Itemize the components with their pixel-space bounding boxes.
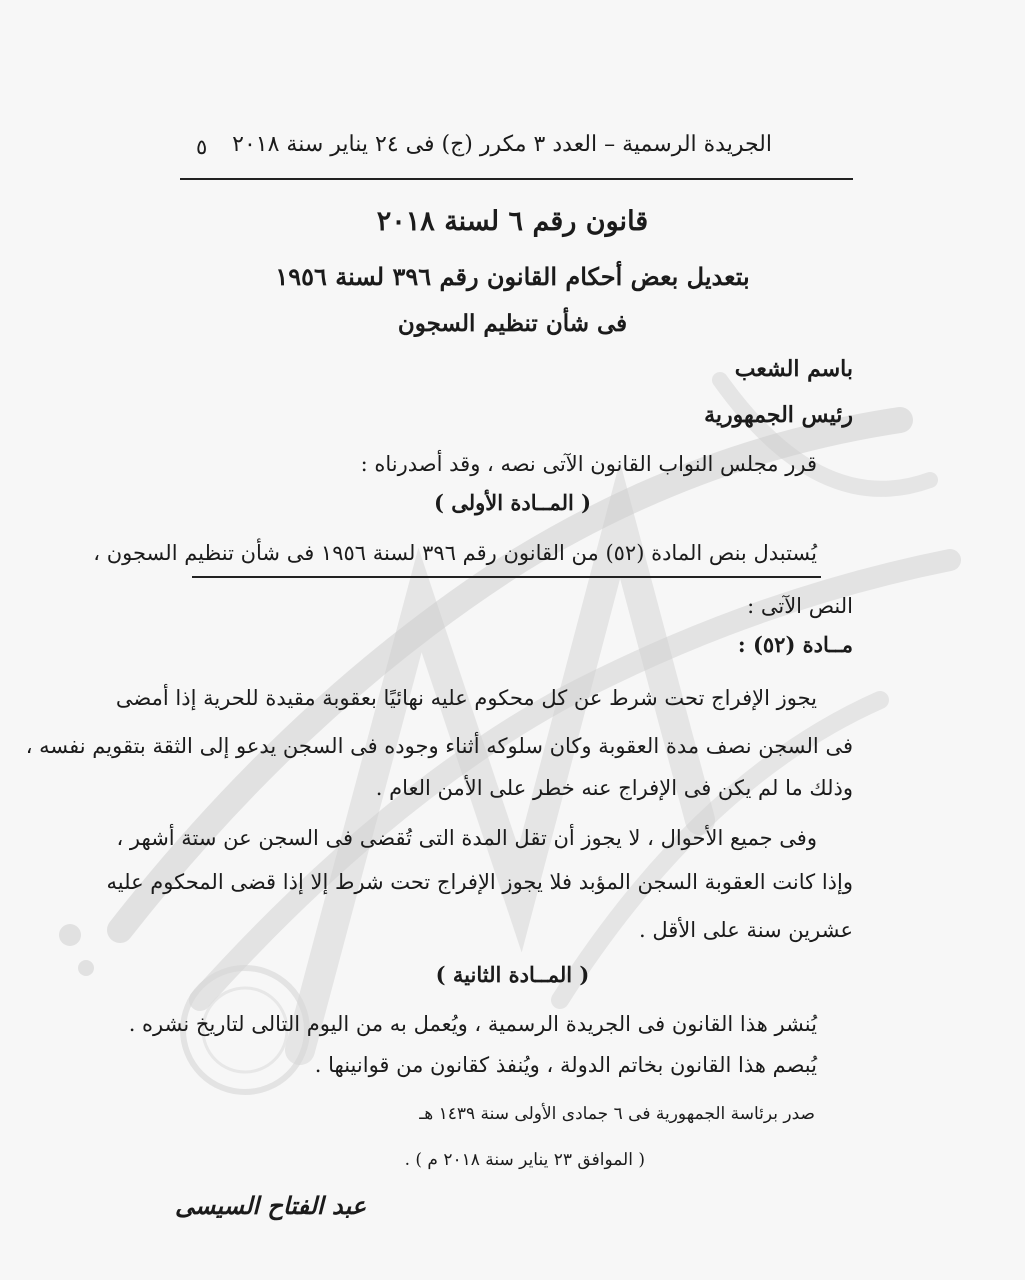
- law-subtitle: بتعديل بعض أحكام القانون رقم ٣٩٦ لسنة ١٩٥٦: [275, 262, 750, 291]
- issuance-date-gregorian: ( الموافق ٢٣ يناير سنة ٢٠١٨ م ) .: [404, 1150, 645, 1170]
- article-1-heading: ( المــادة الأولى ): [433, 490, 592, 515]
- article-1-line-1: يُستبدل بنص المادة (٥٢) من القانون رقم ٣٩٦ لسنة ١٩٥٦ فى شأن تنظيم السجون ،: [93, 541, 817, 565]
- gazette-header: الجريدة الرسمية – العدد ٣ مكرر (ج) فى ٢٤ يناير سنة ٢٠١٨: [232, 132, 772, 157]
- preamble-president: رئيس الجمهورية: [704, 402, 853, 428]
- preamble-decree: قرر مجلس النواب القانون الآتى نصه ، وقد أصدرناه :: [360, 452, 817, 476]
- law-title: قانون رقم ٦ لسنة ٢٠١٨: [376, 206, 649, 237]
- article-52-paragraph-1: يجوز الإفراج تحت شرط عن كل محكوم عليه نهائيًا بعقوبة مقيدة للحرية إذا أمضى: [115, 686, 817, 710]
- article-2-heading: ( المــادة الثانية ): [435, 962, 590, 987]
- president-signature: عبد الفتاح السيسى: [175, 1191, 367, 1220]
- article-2-paragraph-1: يُنشر هذا القانون فى الجريدة الرسمية ، ويُعمل به من اليوم التالى لتاريخ نشره .: [128, 1012, 817, 1036]
- header-divider: [180, 178, 853, 180]
- article-2-paragraph-2: يُبصم هذا القانون بخاتم الدولة ، ويُنفذ كقانون من قوانينها .: [314, 1053, 817, 1077]
- article-52-paragraph-5: وإذا كانت العقوبة السجن المؤبد فلا يجوز الإفراج تحت شرط إلا إذا قضى المحكوم عليه: [106, 870, 853, 894]
- page-number: ٥: [196, 135, 208, 159]
- article-52-paragraph-2: فى السجن نصف مدة العقوبة وكان سلوكه أثناء وجوده فى السجن يدعو إلى الثقة بتقويم نفسه ،: [25, 734, 853, 758]
- article-1-line-2: النص الآتى :: [747, 594, 853, 618]
- article-52-paragraph-4: وفى جميع الأحوال ، لا يجوز أن تقل المدة التى تُقضى فى السجن عن ستة أشهر ،: [116, 826, 817, 850]
- article-1-underline: [192, 576, 821, 578]
- preamble-people: باسم الشعب: [734, 356, 853, 382]
- issuance-date-hijri: صدر برئاسة الجمهورية فى ٦ جمادى الأولى سنة ١٤٣٩ هـ: [419, 1104, 815, 1124]
- law-subtitle-subject: فى شأن تنظيم السجون: [397, 310, 628, 337]
- article-52-heading: مــادة (٥٢) :: [737, 632, 853, 657]
- article-52-paragraph-3: وذلك ما لم يكن فى الإفراج عنه خطر على الأمن العام .: [375, 776, 853, 800]
- article-52-paragraph-6: عشرين سنة على الأقل .: [639, 918, 853, 942]
